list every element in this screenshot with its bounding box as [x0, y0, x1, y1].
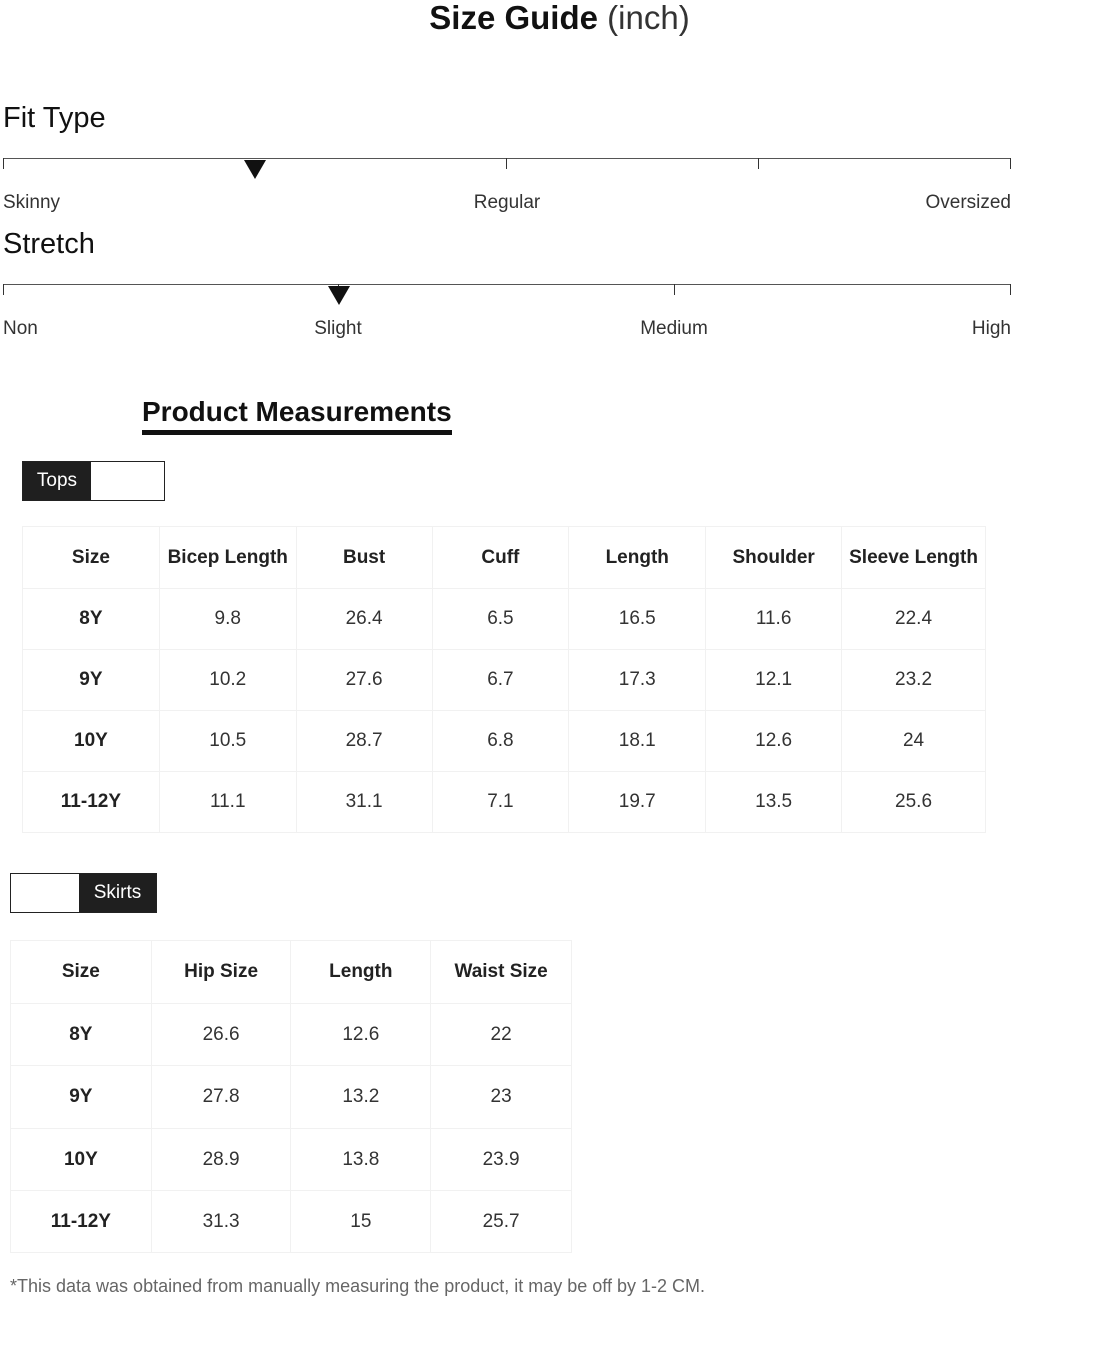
table-cell: 28.7 [296, 711, 432, 772]
tops-header-sleeve-length: Sleeve Length [842, 527, 986, 589]
tops-header-bicep-length: Bicep Length [159, 527, 296, 589]
table-cell: 8Y [23, 589, 160, 650]
table-cell: 16.5 [569, 589, 706, 650]
stretch-label-non: Non [3, 318, 38, 339]
stretch-label-slight: Slight [314, 318, 362, 339]
table-cell: 25.7 [431, 1191, 572, 1253]
tops-header-length: Length [569, 527, 706, 589]
table-row [23, 589, 986, 650]
table-cell: 17.3 [569, 650, 706, 711]
tops-header-bust: Bust [296, 527, 432, 589]
skirts-header-waist-size: Waist Size [431, 941, 572, 1004]
fit-type-tick [506, 158, 507, 169]
table-cell: 10Y [11, 1129, 152, 1191]
table-row [23, 772, 986, 833]
title-unit: (inch) [607, 0, 690, 36]
tops-toggle[interactable] [22, 461, 165, 501]
stretch-label-medium: Medium [640, 318, 708, 339]
table-cell: 10.2 [159, 650, 296, 711]
tops-header-row [23, 527, 986, 589]
skirts-toggle-empty[interactable] [11, 874, 79, 912]
table-cell: 31.3 [151, 1191, 291, 1253]
stretch-marker-icon [328, 286, 350, 305]
table-cell: 13.5 [706, 772, 842, 833]
table-cell: 7.1 [432, 772, 569, 833]
table-row [11, 1129, 572, 1191]
tops-tab[interactable]: Tops [23, 462, 91, 500]
skirts-tab[interactable]: Skirts [79, 874, 156, 912]
table-cell: 11-12Y [11, 1191, 152, 1253]
table-row [23, 711, 986, 772]
fit-type-tick [758, 158, 759, 169]
tops-header-size: Size [23, 527, 160, 589]
fit-type-tick [3, 158, 4, 169]
table-cell: 13.8 [291, 1129, 431, 1191]
table-cell: 22.4 [842, 589, 986, 650]
stretch-tick [3, 284, 4, 295]
product-measurements-heading: Product Measurements [142, 396, 452, 435]
table-cell: 12.6 [291, 1004, 431, 1066]
fit-label-oversized: Oversized [925, 192, 1011, 213]
skirts-header-row [11, 941, 572, 1004]
table-cell: 18.1 [569, 711, 706, 772]
fit-type-heading: Fit Type [3, 102, 106, 134]
fit-type-tick [1010, 158, 1011, 169]
stretch-label-high: High [971, 318, 1011, 339]
title-main: Size Guide [429, 0, 598, 36]
skirts-header-hip-size: Hip Size [151, 941, 291, 1004]
stretch-scale-line [3, 284, 1011, 285]
table-cell: 27.6 [296, 650, 432, 711]
fit-type-marker-icon [244, 160, 266, 179]
table-cell: 23.9 [431, 1129, 572, 1191]
table-cell: 19.7 [569, 772, 706, 833]
table-row [11, 1004, 572, 1066]
table-cell: 31.1 [296, 772, 432, 833]
table-cell: 11.6 [706, 589, 842, 650]
stretch-tick [674, 284, 675, 295]
skirts-toggle[interactable] [10, 873, 157, 913]
table-cell: 15 [291, 1191, 431, 1253]
page-title [0, 0, 1119, 36]
table-row [11, 1191, 572, 1253]
table-row [11, 1066, 572, 1129]
tops-header-cuff: Cuff [432, 527, 569, 589]
table-cell: 6.5 [432, 589, 569, 650]
skirts-table [10, 940, 572, 1253]
stretch-heading: Stretch [3, 228, 95, 260]
tops-table [22, 526, 986, 833]
table-cell: 27.8 [151, 1066, 291, 1129]
table-cell: 11-12Y [23, 772, 160, 833]
table-cell: 22 [431, 1004, 572, 1066]
tops-toggle-empty[interactable] [91, 462, 164, 500]
table-cell: 9.8 [159, 589, 296, 650]
table-row [23, 650, 986, 711]
table-cell: 12.1 [706, 650, 842, 711]
table-cell: 23 [431, 1066, 572, 1129]
skirts-header-size: Size [11, 941, 152, 1004]
table-cell: 12.6 [706, 711, 842, 772]
table-cell: 11.1 [159, 772, 296, 833]
table-cell: 25.6 [842, 772, 986, 833]
table-cell: 8Y [11, 1004, 152, 1066]
table-cell: 28.9 [151, 1129, 291, 1191]
table-cell: 24 [842, 711, 986, 772]
table-cell: 9Y [23, 650, 160, 711]
table-cell: 26.6 [151, 1004, 291, 1066]
tops-header-shoulder: Shoulder [706, 527, 842, 589]
skirts-header-length: Length [291, 941, 431, 1004]
table-cell: 6.8 [432, 711, 569, 772]
table-cell: 10Y [23, 711, 160, 772]
table-cell: 9Y [11, 1066, 152, 1129]
fit-type-scale-line [3, 158, 1011, 159]
table-cell: 23.2 [842, 650, 986, 711]
footnote: *This data was obtained from manually measuring the product, it may be off by 1-2 CM. [10, 1276, 706, 1296]
fit-label-regular: Regular [473, 192, 541, 213]
table-cell: 6.7 [432, 650, 569, 711]
table-cell: 13.2 [291, 1066, 431, 1129]
fit-label-skinny: Skinny [3, 192, 61, 213]
table-cell: 10.5 [159, 711, 296, 772]
stretch-tick [1010, 284, 1011, 295]
table-cell: 26.4 [296, 589, 432, 650]
